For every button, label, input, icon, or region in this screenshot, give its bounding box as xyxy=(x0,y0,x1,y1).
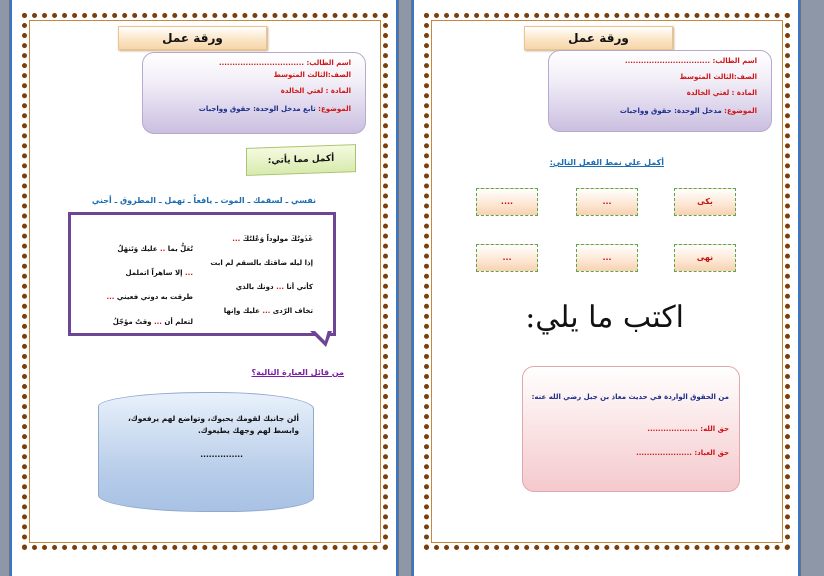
verb-ribbon: ... xyxy=(476,244,538,272)
verb-ribbon: بكى xyxy=(674,188,736,216)
page-edge xyxy=(396,0,398,576)
topic-field xyxy=(620,107,757,115)
quote-text: ألن جانبك لقومك يحبوك، وتواضع لهم يرفعوك، وابسط لهم وجهك يطيعوك. xyxy=(128,414,299,435)
poem-line: ... إلا ساهراً اتململ xyxy=(125,269,193,277)
poem-line: تُعَلُّ بما .. عليك وَتَنهَلُ xyxy=(117,245,193,253)
topic-value: مدخل الوحدة: حقوق وواجبات xyxy=(619,107,722,115)
worksheet-page-right xyxy=(412,0,800,576)
verb-ribbon: ... xyxy=(576,244,638,272)
verb-ribbon: نهى xyxy=(674,244,736,272)
right-of-allah-field: حق الله: ................... xyxy=(647,425,729,433)
poem-line: إذا ليله ضاقتك بالسقم لم ابت xyxy=(210,259,313,267)
verb-ribbon: .... xyxy=(476,188,538,216)
page-title: ورقة عمل xyxy=(524,26,673,50)
student-name-field: اسم الطالب: ................................ xyxy=(624,57,757,65)
callout-tail xyxy=(314,330,328,341)
topic-label: الموضوع: xyxy=(724,107,757,115)
grade-field: الصف:الثالث المتوسط xyxy=(679,73,757,81)
page-edge xyxy=(412,0,414,576)
quote-box xyxy=(98,392,314,512)
poem-callout-box xyxy=(68,212,336,336)
topic-label: الموضوع: xyxy=(318,105,351,113)
poem-line: تخاف الرّدى ... عليك وإنها xyxy=(223,307,313,315)
right-of-servants-field: حق العباد: ..................... xyxy=(636,449,729,457)
page-edge xyxy=(10,0,12,576)
worksheet-page-left xyxy=(10,0,398,576)
word-bank: نفسي ـ لسقمك ـ الموت ـ يافعاً ـ تهمل ـ المطروق ـ أجني xyxy=(91,196,316,205)
subject-field: المادة : لغتي الخالدة xyxy=(686,89,757,97)
speaker-question: من قائل العبارة التالية؟ xyxy=(251,368,344,377)
pattern-heading: أكمل على نمط الفعل التالي: xyxy=(549,158,664,167)
verb-ribbon: ... xyxy=(576,188,638,216)
grade-field: الصف:الثالث المتوسط xyxy=(273,71,351,79)
poem-line: طرقت به دوني فعيني ... xyxy=(106,293,193,301)
page-title: ورقة عمل xyxy=(118,26,267,50)
hadith-question: من الحقوق الواردة في حديث معاذ بن جبل رضي الله عنه: xyxy=(531,393,729,401)
topic-field xyxy=(199,105,351,113)
page-edge xyxy=(798,0,800,576)
student-info-box xyxy=(548,50,772,132)
hadith-box xyxy=(522,366,740,492)
student-info-box xyxy=(142,52,366,134)
subject-field: المادة : لغتي الخالدة xyxy=(280,87,351,95)
complete-heading: أكمل مما يأتي: xyxy=(246,144,356,176)
answer-dots: ............... xyxy=(200,450,243,459)
poem-line: لتعلم أن ... وقتٌ مؤجّلُ xyxy=(112,318,193,326)
write-heading: اكتب ما يلي: xyxy=(525,300,684,335)
poem-line: كأني أنا ... دونك بالذي xyxy=(235,283,313,291)
poem-line: غَذَوتُكَ مولوداً وَعُلتُكَ ... xyxy=(232,235,313,243)
student-name-field: اسم الطالب: ................................ xyxy=(218,59,351,67)
topic-value: تابع مدخل الوحدة: حقوق وواجبات xyxy=(198,105,316,113)
